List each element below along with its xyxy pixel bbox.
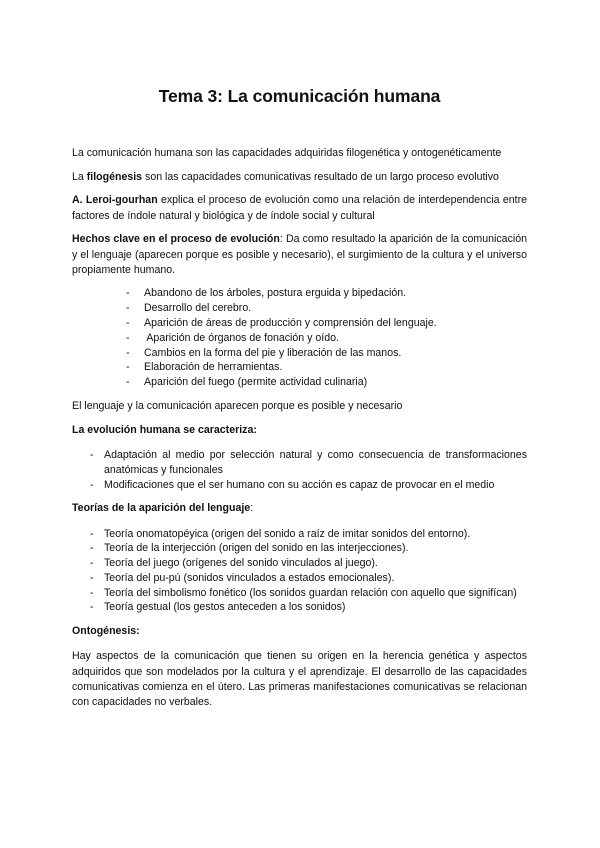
hechos-list: [72, 286, 527, 390]
list-item: - Abandono de los árboles, postura erguida y bipedación.: [126, 287, 407, 300]
list-item: - Aparición del fuego (permite actividad culinaria): [126, 376, 368, 389]
hechos-heading: Hechos clave en el proceso de evolución: [72, 233, 280, 246]
evolucion-heading: La evolución humana se caracteriza:: [72, 423, 257, 436]
dash-bullet: -: [90, 478, 94, 491]
list-item: - Elaboración de herramientas.: [126, 361, 283, 374]
list-item: - Adaptación al medio por selección natural y como consecuencia de transformaciones anatómicas y funcionales: [90, 448, 527, 476]
ontogenesis-heading: Ontogénesis:: [72, 625, 140, 638]
dash-bullet: -: [90, 557, 94, 570]
evolucion-heading-paragraph: [72, 423, 527, 438]
filogenesis-text: son las capacidades comunicativas resultado de un largo proceso evolutivo: [142, 170, 499, 183]
list-item: - Teoría del juego (orígenes del sonido vinculados al juego).: [90, 557, 378, 570]
list-item: - Teoría onomatopéyica (origen del sonido a raíz de imitar sonidos del entorno).: [90, 527, 471, 540]
ontogenesis-heading-paragraph: [72, 624, 527, 639]
lenguaje-paragraph: El lenguaje y la comunicación aparecen porque es posible y necesario: [72, 400, 403, 412]
filogenesis-prefix: La: [72, 170, 87, 183]
list-item: - Aparición de áreas de producción y comprensión del lenguaje.: [126, 317, 437, 330]
filogenesis-term: filogénesis: [86, 170, 143, 183]
dash-bullet: -: [90, 586, 94, 599]
dash-bullet: -: [126, 302, 130, 315]
dash-bullet: -: [126, 346, 130, 359]
intro-paragraph: La comunicación humana son las capacidades adquiridas filogenética y ontogenéticamente: [72, 147, 502, 159]
dash-bullet: -: [90, 542, 94, 555]
dash-bullet: -: [90, 601, 94, 614]
leroi-text: explica el proceso de evolución como una relación de interdependencia entre factores de índole natural y biológica y de índole social y cultural: [72, 194, 527, 222]
list-item: - Modificaciones que el ser humano con su acción es capaz de provocar en el medio: [90, 478, 495, 491]
filogenesis-paragraph: [72, 170, 527, 185]
dash-bullet: -: [126, 361, 130, 374]
leroi-name: A. Leroi-gourhan: [72, 194, 158, 207]
document-page: [72, 84, 527, 719]
list-item: - Teoría del simbolismo fonético (los sonidos guardan relación con aquello que signifícan): [90, 586, 517, 599]
page-title: Tema 3: La comunicación humana: [158, 86, 441, 106]
dash-bullet: -: [126, 287, 130, 300]
hechos-paragraph: [72, 232, 527, 278]
list-item: - Desarrollo del cerebro.: [126, 302, 252, 315]
dash-bullet: -: [126, 376, 130, 389]
dash-bullet: -: [126, 317, 130, 330]
ontogenesis-paragraph: Hay aspectos de la comunicación que tienen su origen en la herencia genética y aspectos adquiridos que son modelados por la cultura y el aprendizaje. El desarrollo de las capacidades comunicativas comienza en el útero. Las primeras manifestaciones comunicativas se relacionan con capacidades no verbales.: [72, 650, 527, 709]
list-item: - Teoría gestual (los gestos anteceden a los sonidos): [90, 601, 346, 614]
list-item: - Aparición de órganos de fonación y oído.: [126, 331, 339, 344]
teorias-list: [72, 527, 527, 616]
list-item: - Cambios en la forma del pie y liberación de las manos.: [126, 346, 402, 359]
leroi-paragraph: [72, 193, 527, 223]
evolucion-list: [72, 448, 527, 492]
dash-bullet: -: [90, 571, 94, 584]
hechos-text: : Da como resultado la aparición de la comunicación y el lenguaje (aparecen porque es posible y necesario), el surgimiento de la cultura y el universo propiamente humano.: [72, 233, 528, 276]
dash-bullet: -: [90, 448, 94, 461]
list-item: - Teoría del pu-pú (sonidos vinculados a estados emocionales).: [90, 571, 395, 584]
dash-bullet: -: [126, 331, 130, 344]
teorias-heading: Teorías de la aparición del lenguaje: [72, 502, 251, 515]
teorias-heading-paragraph: Teorías de la aparición del lenguaje:: [72, 502, 254, 515]
dash-bullet: -: [90, 527, 94, 540]
list-item: - Teoría de la interjección (origen del sonido en las interjecciones).: [90, 542, 409, 555]
